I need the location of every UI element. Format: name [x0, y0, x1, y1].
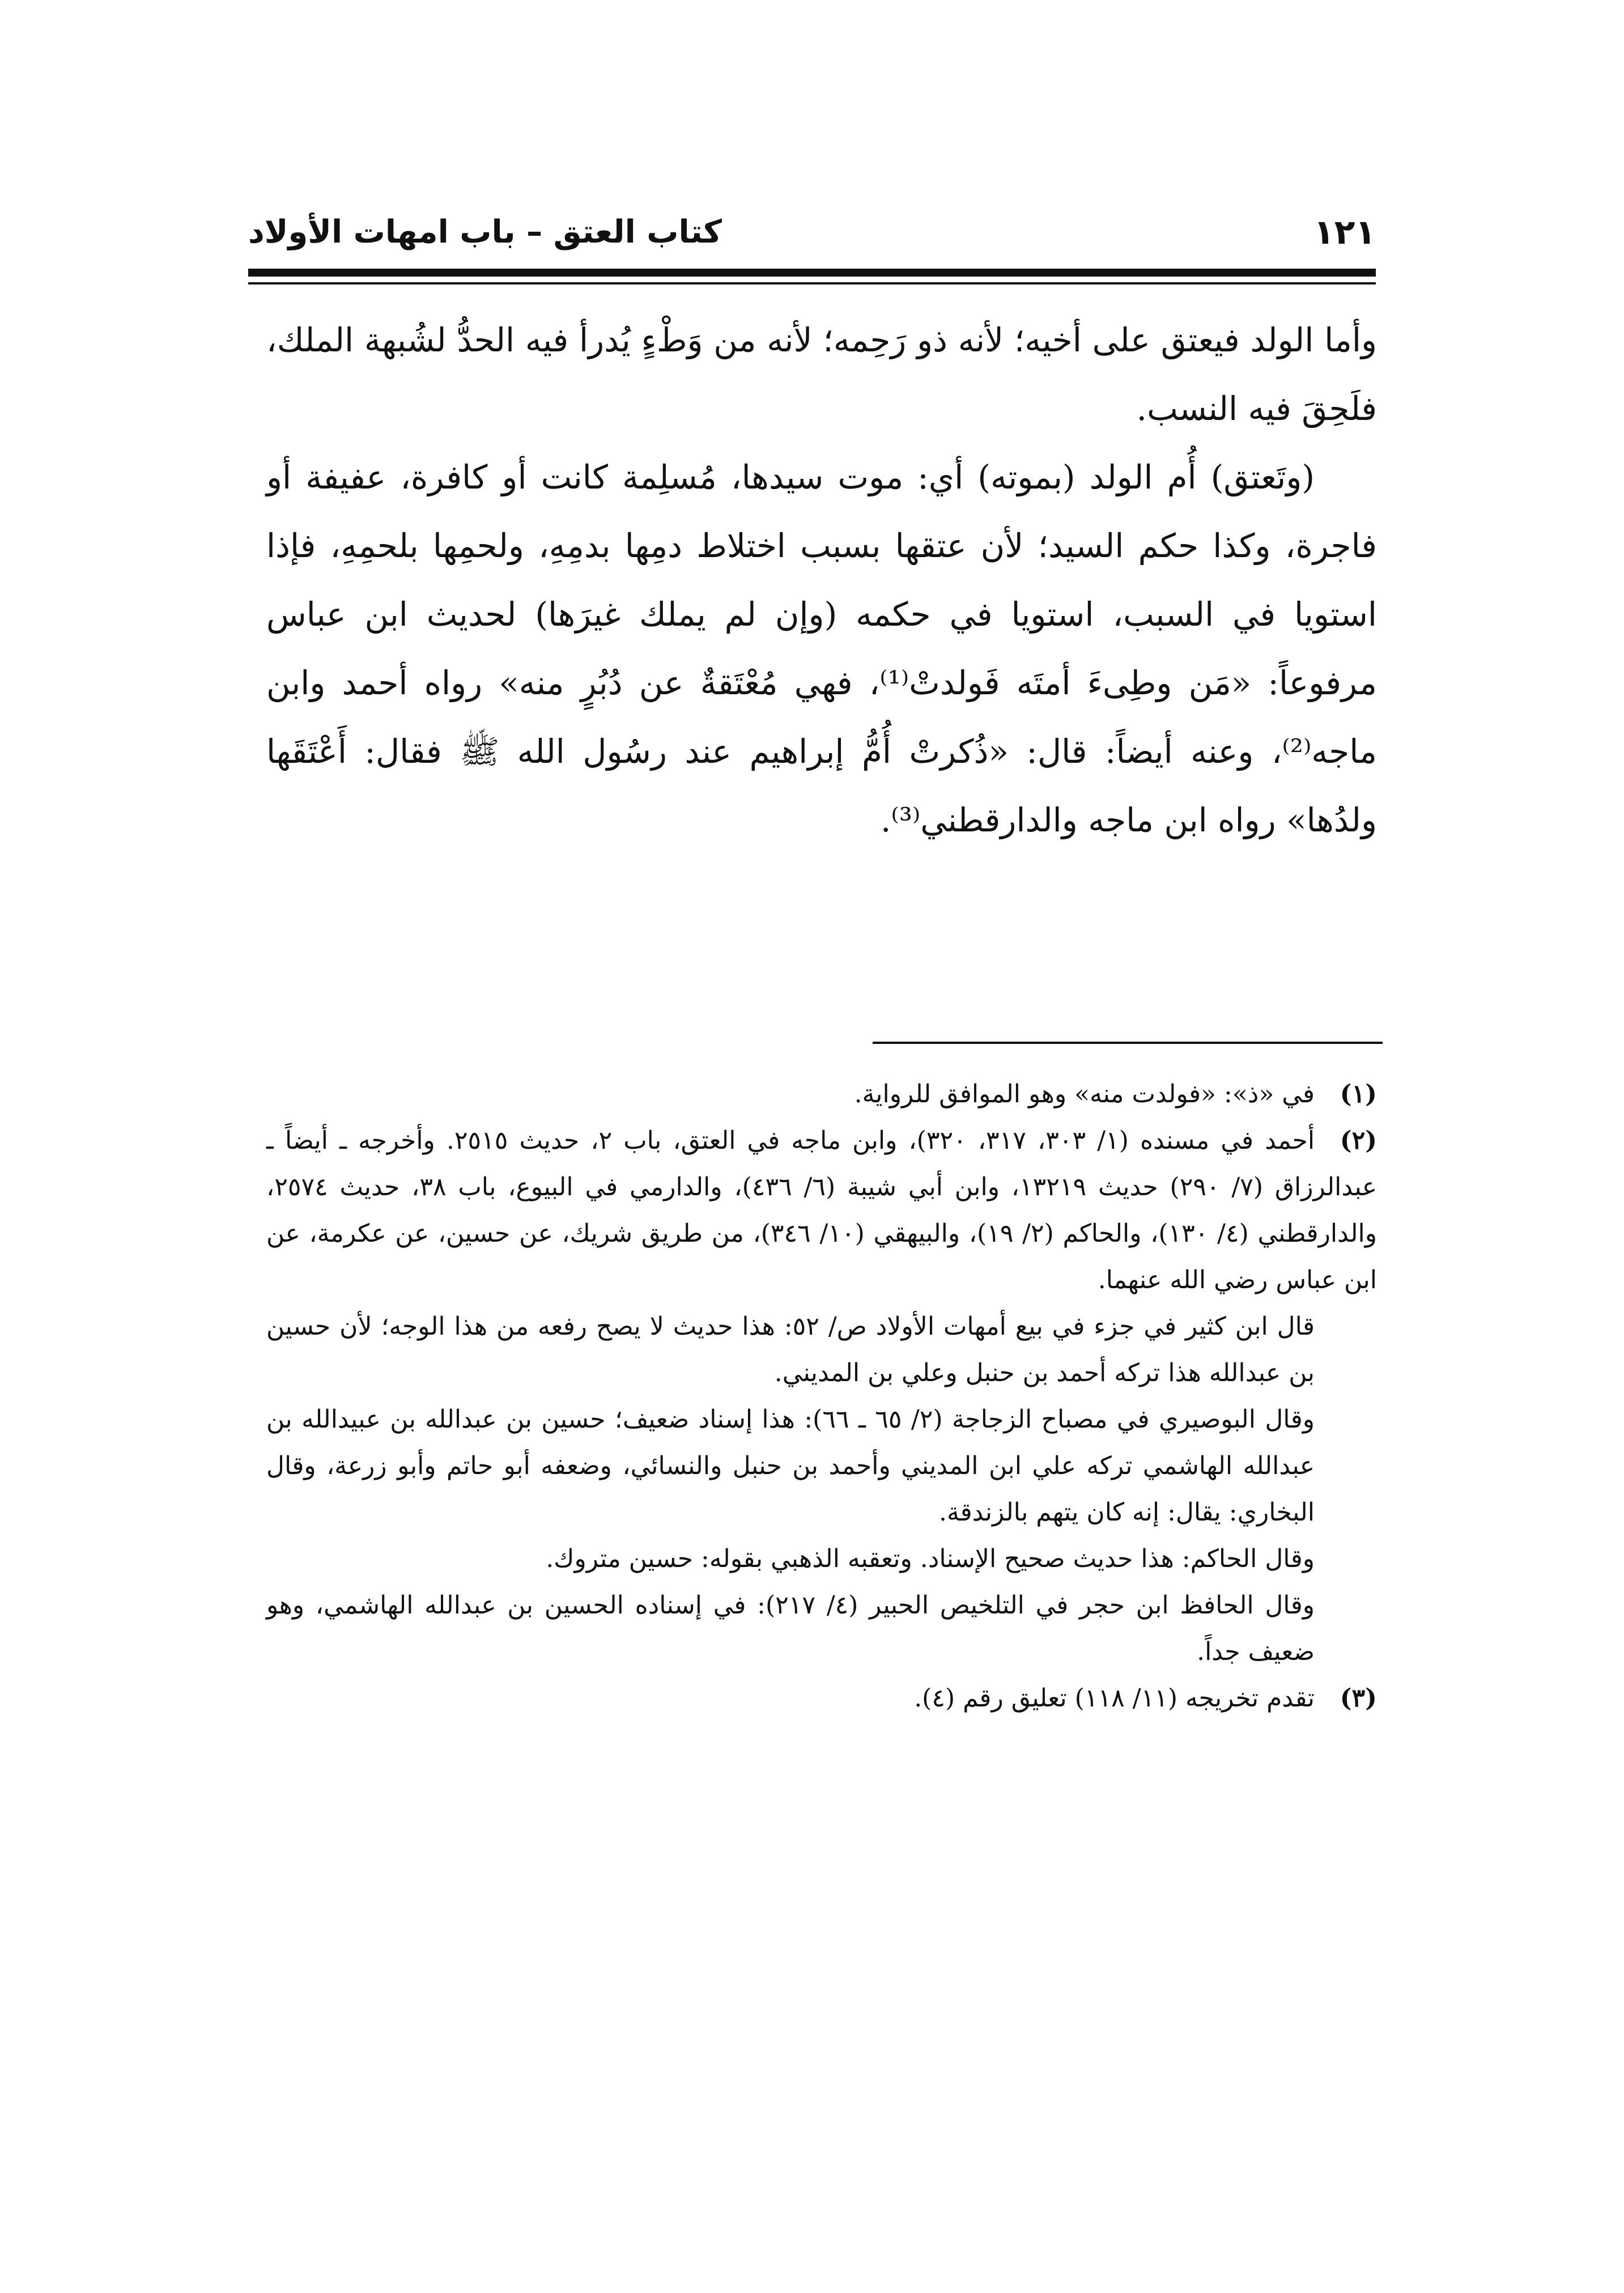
footnote-2 [266, 1118, 1377, 1303]
footnote-3 [266, 1675, 1377, 1722]
main-text [266, 306, 1377, 855]
footnote-text: تقدم تخريجه (١١/ ١١٨) تعليق رقم (٤). [914, 1684, 1315, 1713]
footnote-text: أحمد في مسنده (١/ ٣٠٣، ٣١٧، ٣٢٠)، وابن ماجه في العتق، باب ٢، حديث ٢٥١٥. وأخرجه ـ أيضاً ـ عبدالرزاق (٧/ ٢٩٠) حديث ١٣٢١٩، وابن أبي شيبة (٦/ ٤٣٦)، والدارمي في البيوع، باب ٣٨، حديث ٢٥٧٤، والدارقطني (٤/ ١٣٠)، والحاكم (٢/ ١٩)، والبيهقي (١٠/ ٣٤٦)، من طريق شريك، عن حسين، عن عكرمة، عن ابن عباس رضي الله عنهما. [266, 1126, 1378, 1294]
footnote-paragraph: قال ابن كثير في جزء في بيع أمهات الأولاد ص/ ٥٢: هذا حديث لا يصح رفعه من هذا الوجه؛ لأن حسين بن عبدالله هذا تركه أحمد بن حنبل وعلي بن المديني. [266, 1312, 1315, 1387]
page-number: ١٢١ [1313, 213, 1376, 252]
header-rule-thick [248, 269, 1376, 277]
main-paragraph: (وتَعتق) أُم الولد (بموته) أي: موت سيدها، مُسلِمة كانت أو كافرة، عفيفة أو فاجرة، وكذا حكم السيد؛ لأن عتقها بسبب اختلاط دمِها بدمِهِ، ولحمِها بلحمِهِ، فإذا استويا في السبب، استويا في حكمه (وإن لم يملك غيرَها) لحديث ابن عباس مرفوعاً: «مَن وطِىءَ أمتَه فَولدتْ⁽¹⁾، فهي مُعْتَقةٌ عن دُبُرٍ منه» رواه أحمد وابن ماجه⁽²⁾، وعنه أيضاً: قال: «ذُكرتْ أُمُّ إبراهيم عند رسُول الله ﷺ فقال: أَعْتَقَها ولدُها» رواه ابن ماجه والدارقطني⁽³⁾. [266, 458, 1377, 839]
footnotes [266, 1071, 1377, 1722]
footnote-number: (٢) [1340, 1126, 1378, 1155]
footnote-number: (٣) [1340, 1684, 1377, 1713]
footnote-number: (١) [1340, 1080, 1377, 1109]
header-rule-thin [248, 282, 1376, 284]
footnote-text: في «ذ»: «فولدت منه» وهو الموافق للرواية. [854, 1080, 1315, 1109]
header-title: كتاب العتق – باب امهات الأولاد [248, 214, 722, 250]
footnote-paragraph: وقال الحافظ ابن حجر في التلخيص الحبير (٤/ ٢١٧): في إسناده الحسين بن عبدالله الهاشمي، وهو ضعيف جداً. [266, 1591, 1315, 1666]
footnote-separator [873, 1042, 1383, 1044]
main-paragraph: وأما الولد فيعتق على أخيه؛ لأنه ذو رَحِمه؛ لأنه من وَطْءٍ يُدرأ فيه الحدُّ لشُبهة الملك، فلَحِقَ فيه النسب. [266, 321, 1377, 428]
footnote-2-continuation [266, 1303, 1377, 1675]
footnote-paragraph: وقال البوصيري في مصباح الزجاجة (٢/ ٦٥ ـ ٦٦): هذا إسناد ضعيف؛ حسين بن عبدالله بن عبيدالله بن عبدالله الهاشمي تركه علي ابن المديني وأحمد بن حنبل والنسائي، وضعفه أبو حاتم وأبو زرعة، وقال البخاري: يقال: إنه كان يتهم بالزندقة. [266, 1405, 1315, 1527]
footnote-1 [266, 1071, 1377, 1118]
footnote-paragraph: وقال الحاكم: هذا حديث صحيح الإسناد. وتعقبه الذهبي بقوله: حسين متروك. [546, 1544, 1315, 1573]
running-header [248, 210, 1376, 255]
